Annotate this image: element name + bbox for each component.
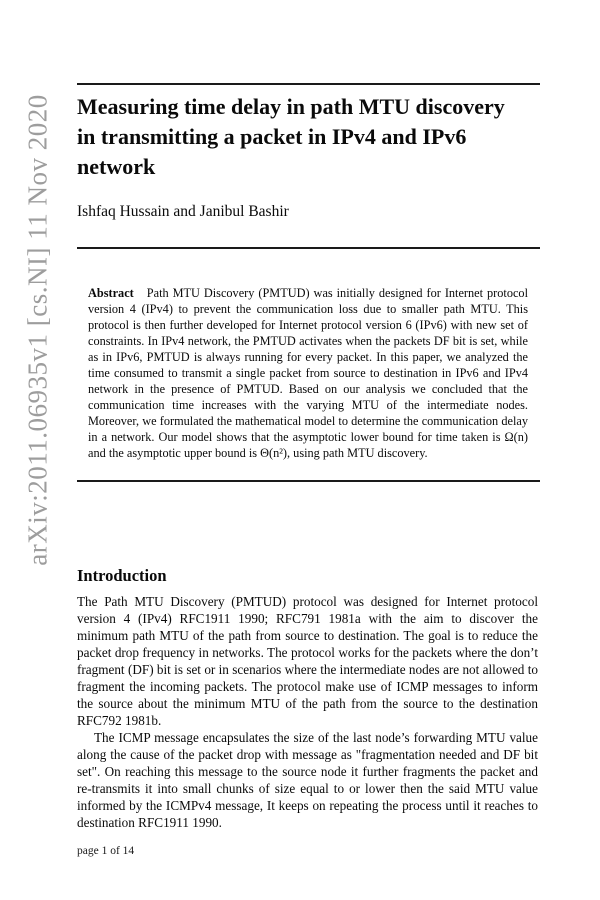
- abstract-block: [88, 285, 528, 461]
- abstract-text: Path MTU Discovery (PMTUD) was initially designed for Internet protocol version 4 (IPv4) to prevent the communication loss due to smaller path MTU. This protocol is then further developed for Internet protocol version 6 (IPv6) with new set of constraints. In IPv4 network, the PMTUD activates when the packets DF bit is set, while as in IPv6, PMTUD is always running for every packet. In this paper, we analyzed the time consumed to transmit a single packet from source to destination in IPv6 and IPv4 network in the presence of PMTUD. Based on our analysis we concluded that the communication time increases with the varying MTU of the intermediate nodes. Moreover, we formulated the mathematical model to determine the communication delay in a network. Our model shows that the asymptotic lower bound for time taken is Ω(n) and the asymptotic upper bound is Θ(n²), using path MTU discovery.: [88, 286, 528, 460]
- paper-authors: Ishfaq Hussain and Janibul Bashir: [77, 203, 289, 220]
- arxiv-watermark: arXiv:2011.06935v1 [cs.NI] 11 Nov 2020: [22, 94, 53, 566]
- title-top-rule: [77, 83, 540, 85]
- paper-title-line-2: in transmitting a packet in IPv4 and IPv6: [77, 124, 467, 149]
- authors-rule: [77, 247, 540, 249]
- paper-title: [77, 92, 547, 182]
- section-heading-introduction: Introduction: [77, 566, 167, 585]
- abstract-label: Abstract: [88, 286, 134, 300]
- introduction-section: [77, 593, 538, 831]
- paper-title-line-1: Measuring time delay in path MTU discovery: [77, 94, 505, 119]
- paragraph: The ICMP message encapsulates the size of the last node’s forwarding MTU value along the cause of the packet drop with message as "fragmentation needed and DF bit set". On reaching this message to the source node it further fragments the packet and re-transmits it into small chunks of size equal to or lower then the said MTU value informed by the ICMPv4 message, It keeps on repeating the process until it reaches to destination RFC1911 1990.: [77, 730, 538, 830]
- paper-title-line-3: network: [77, 154, 156, 179]
- abstract-rule: [77, 480, 540, 482]
- page-number: page 1 of 14: [77, 845, 135, 857]
- paragraph: The Path MTU Discovery (PMTUD) protocol was designed for Internet protocol version 4 (IPv4) RFC1911 1990; RFC791 1981a with the aim to discover the minimum path MTU of the path from source to destination. The goal is to reduce the packet drop frequency in networks. The protocol works for the packets where the don’t fragment (DF) bit is set or in scenarios where the intermediate nodes are not allowed to fragment the incoming packets. The protocol make use of ICMP messages to inform the source about the minimum MTU of the path from the source to the destination RFC792 1981b.: [77, 594, 538, 728]
